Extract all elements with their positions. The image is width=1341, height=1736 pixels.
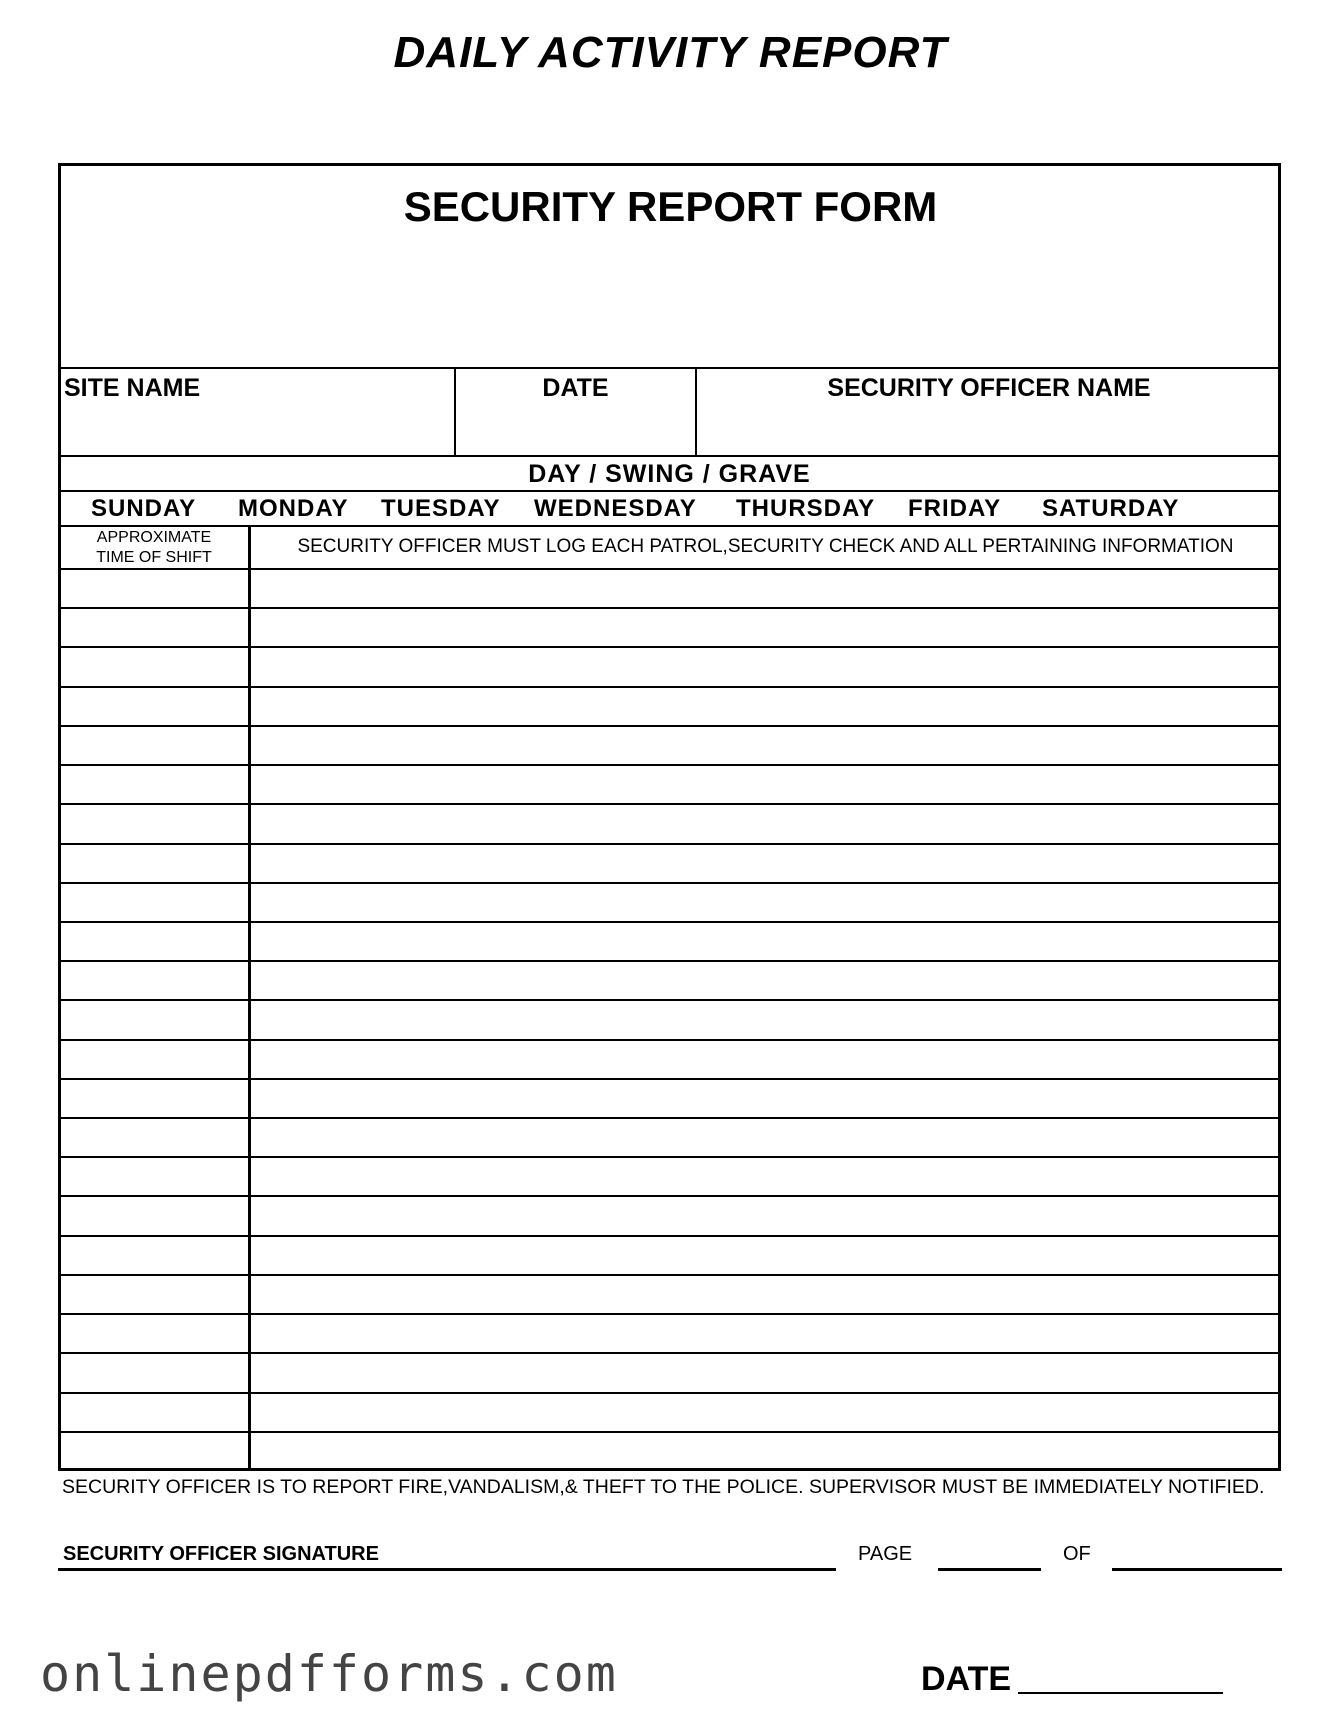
log-time-cell[interactable] bbox=[61, 962, 247, 998]
day-sunday: SUNDAY bbox=[91, 495, 197, 522]
day-friday: FRIDAY bbox=[908, 495, 1002, 522]
officer-name-field[interactable] bbox=[699, 402, 1277, 452]
log-entry-cell[interactable] bbox=[252, 1119, 1278, 1155]
log-entry-cell[interactable] bbox=[252, 845, 1278, 881]
log-entry-cell[interactable] bbox=[252, 1041, 1278, 1077]
log-entry-cell[interactable] bbox=[252, 805, 1278, 841]
time-column-header: APPROXIMATE TIME OF SHIFT bbox=[96, 529, 212, 566]
signature-line[interactable] bbox=[58, 1568, 836, 1571]
log-entry-cell[interactable] bbox=[252, 1080, 1278, 1116]
log-time-cell[interactable] bbox=[61, 688, 247, 724]
log-entry-cell[interactable] bbox=[252, 1394, 1278, 1430]
site-name-field[interactable] bbox=[62, 402, 450, 452]
log-entry-cell[interactable] bbox=[252, 1276, 1278, 1312]
days-top-divider bbox=[58, 490, 1281, 492]
of-label: OF bbox=[1063, 1543, 1091, 1565]
log-top-divider bbox=[58, 525, 1281, 527]
site-name-label: SITE NAME bbox=[64, 374, 201, 402]
log-time-cell[interactable] bbox=[61, 1433, 247, 1469]
shift-top-divider bbox=[58, 455, 1281, 457]
log-time-cell[interactable] bbox=[61, 805, 247, 841]
log-time-cell[interactable] bbox=[61, 1041, 247, 1077]
log-entry-cell[interactable] bbox=[252, 1237, 1278, 1273]
page-label: PAGE bbox=[858, 1543, 913, 1565]
log-time-cell[interactable] bbox=[61, 766, 247, 802]
day-tuesday: TUESDAY bbox=[381, 495, 501, 522]
log-time-cell[interactable] bbox=[61, 727, 247, 763]
log-time-cell[interactable] bbox=[61, 884, 247, 920]
day-saturday: SATURDAY bbox=[1042, 495, 1180, 522]
log-entry-cell[interactable] bbox=[252, 1354, 1278, 1390]
log-column-divider bbox=[248, 525, 251, 1470]
log-time-cell[interactable] bbox=[61, 570, 247, 606]
log-time-cell[interactable] bbox=[61, 923, 247, 959]
day-thursday: THURSDAY bbox=[736, 495, 876, 522]
log-time-cell[interactable] bbox=[61, 1276, 247, 1312]
log-time-cell[interactable] bbox=[61, 1315, 247, 1351]
log-entry-cell[interactable] bbox=[252, 766, 1278, 802]
log-time-cell[interactable] bbox=[61, 1354, 247, 1390]
log-entry-cell[interactable] bbox=[252, 884, 1278, 920]
log-entry-cell[interactable] bbox=[252, 962, 1278, 998]
log-instruction: SECURITY OFFICER MUST LOG EACH PATROL,SECURITY CHECK AND ALL PERTAINING INFORMATION bbox=[297, 536, 1234, 557]
log-entry-cell[interactable] bbox=[252, 570, 1278, 606]
log-entry-cell[interactable] bbox=[252, 648, 1278, 684]
log-entry-cell[interactable] bbox=[252, 1197, 1278, 1233]
document-title: DAILY ACTIVITY REPORT bbox=[393, 28, 948, 77]
log-entry-cell[interactable] bbox=[252, 923, 1278, 959]
log-entry-cell[interactable] bbox=[252, 1433, 1278, 1469]
log-time-cell[interactable] bbox=[61, 648, 247, 684]
log-entry-cell[interactable] bbox=[252, 1158, 1278, 1194]
log-time-cell[interactable] bbox=[61, 609, 247, 645]
date-field[interactable] bbox=[458, 402, 692, 452]
log-time-cell[interactable] bbox=[61, 845, 247, 881]
day-monday: MONDAY bbox=[238, 495, 349, 522]
bottom-date-field[interactable] bbox=[1018, 1692, 1223, 1694]
signature-label: SECURITY OFFICER SIGNATURE bbox=[63, 1543, 379, 1565]
log-entry-cell[interactable] bbox=[252, 609, 1278, 645]
bottom-date-label: DATE bbox=[921, 1660, 1012, 1698]
log-time-cell[interactable] bbox=[61, 1197, 247, 1233]
header-top-divider bbox=[58, 367, 1281, 369]
date-label: DATE bbox=[542, 374, 609, 402]
log-entry-cell[interactable] bbox=[252, 1315, 1278, 1351]
log-entry-cell[interactable] bbox=[252, 727, 1278, 763]
officer-name-label: SECURITY OFFICER NAME bbox=[827, 374, 1151, 402]
page-number-field[interactable] bbox=[938, 1568, 1041, 1571]
log-time-cell[interactable] bbox=[61, 1158, 247, 1194]
shift-options: DAY / SWING / GRAVE bbox=[528, 460, 811, 488]
footer-note: SECURITY OFFICER IS TO REPORT FIRE,VANDALISM,& THEFT TO THE POLICE. SUPERVISOR MUST BE IMMEDIATELY NOTIFIED. bbox=[62, 1476, 1265, 1498]
log-time-cell[interactable] bbox=[61, 1394, 247, 1430]
form-title: SECURITY REPORT FORM bbox=[403, 183, 938, 230]
log-time-cell[interactable] bbox=[61, 1119, 247, 1155]
log-time-cell[interactable] bbox=[61, 1237, 247, 1273]
log-entry-cell[interactable] bbox=[252, 688, 1278, 724]
log-time-cell[interactable] bbox=[61, 1001, 247, 1037]
day-wednesday: WEDNESDAY bbox=[534, 495, 697, 522]
page-total-field[interactable] bbox=[1112, 1568, 1282, 1571]
log-entry-cell[interactable] bbox=[252, 1001, 1278, 1037]
watermark: onlinepdfforms.com bbox=[40, 1645, 618, 1703]
log-time-cell[interactable] bbox=[61, 1080, 247, 1116]
